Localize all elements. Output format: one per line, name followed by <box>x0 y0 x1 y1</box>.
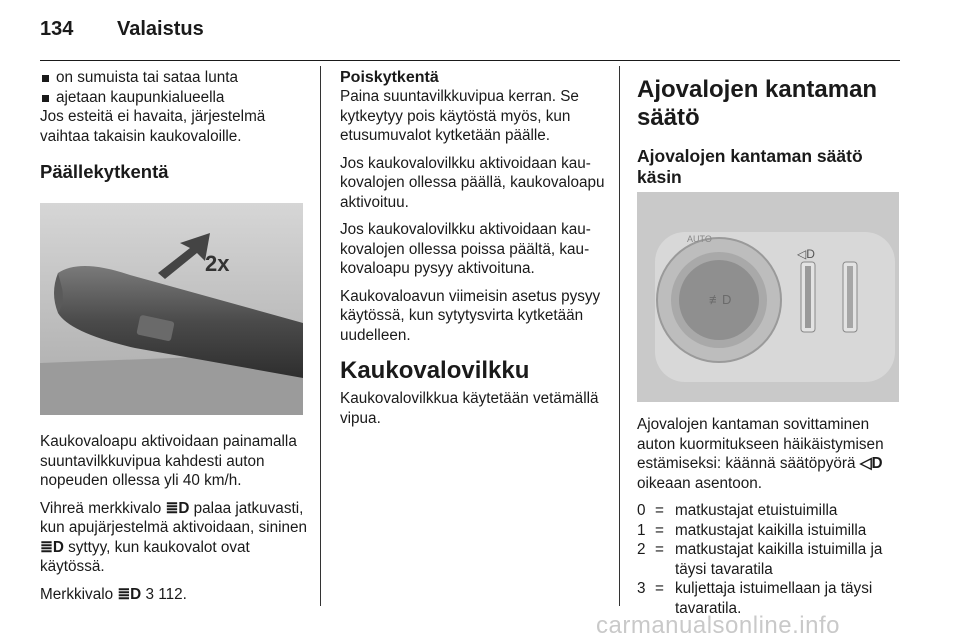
highbeam-indicator-icon: ≣D <box>117 585 142 603</box>
setting-list <box>637 501 899 618</box>
header-rule <box>40 60 900 61</box>
highbeam-indicator-icon: ≣D <box>165 499 190 517</box>
section-heading: Poiskytkentä <box>340 69 439 86</box>
watermark: carmanualsonline.info <box>596 612 840 639</box>
section-heading: Ajovalojen kantaman säätö <box>637 76 878 131</box>
list-item: 0 = matkustajat etuistuimilla <box>637 502 838 519</box>
highbeam-indicator-icon: ≣D <box>40 538 64 556</box>
subsection-heading: Ajovalojen kantaman säätö käsin <box>637 146 863 187</box>
list-item: 3 = kuljettaja istuimellaan ja täysi tavaratila. <box>637 580 873 617</box>
headlight-range-wheel-icon: ◁D <box>859 455 883 472</box>
svg-text:◁D: ◁D <box>797 247 815 261</box>
auto-label: AUTO <box>687 234 712 244</box>
stalk-lever-photo <box>40 203 303 415</box>
page-number: 134 <box>40 18 74 40</box>
light-switch-photo <box>637 192 899 402</box>
paragraph: Paina suuntavilkkuvipua kerran. Se kytkeytyy pois käytöstä myös, kun etusumuvalot kytketään päälle. <box>340 88 579 144</box>
paragraph: Jos kaukovalovilkku aktivoidaan kaukovalojen ollessa päällä, kaukovaloapu aktivoituu. <box>340 154 605 211</box>
column-divider-1 <box>320 66 321 606</box>
bullet-item: ajetaan kaupunkialueella <box>40 88 308 108</box>
stalk-lever-illustration <box>40 203 303 415</box>
column-3 <box>637 76 899 200</box>
column-1-lower <box>40 432 308 612</box>
paragraph: Kaukovaloavun viimeisin asetus pysyy käytössä, kun sytytysvirta kytketään uudelleen. <box>340 287 601 344</box>
page-reference-link[interactable]: 3 112. <box>145 585 187 603</box>
paragraph: Kaukovaloapu aktivoidaan painamalla suuntavilkkuvipua kahdesti auton nopeuden ollessa yli 40 km/h. <box>40 433 297 489</box>
column-2 <box>340 68 606 436</box>
list-item: 2 = matkustajat kaikilla istuimilla ja täysi tavaratila <box>637 541 883 578</box>
paragraph: Vihreä merkkivalo ≣D palaa jatkuvasti, kun apujärjestelmä aktivoidaan, sininen ≣D syttyy, kun kaukovalot ovat käytössä. <box>40 499 308 575</box>
page-title: Valaistus <box>117 18 204 40</box>
paragraph: Merkkivalo ≣D 3 112. <box>40 585 187 603</box>
paragraph: Jos kaukovalovilkku aktivoidaan kaukovalojen ollessa poissa päältä, kaukovaloapu pysyy aktivoituna. <box>340 221 591 277</box>
column-divider-2 <box>619 66 620 606</box>
column-1 <box>40 68 308 200</box>
list-item: 1 = matkustajat kaikilla istuimilla <box>637 521 867 539</box>
paragraph: Kaukovalovilkkua käytetään vetämällä vipua. <box>340 390 599 427</box>
bullet-item: on sumuista tai sataa lunta <box>40 68 308 88</box>
section-heading: Kaukovalovilkku <box>340 357 530 384</box>
column-3-lower <box>637 415 899 618</box>
paragraph: Ajovalojen kantaman sovittaminen auton kuormitukseen häikäistymisen estämiseksi: käännä säätöpyörä ◁D oikeaan asentoon. <box>637 416 884 492</box>
paragraph: Jos esteitä ei havaita, järjestelmä vaihtaa takaisin kaukovaloille. <box>40 108 266 145</box>
light-switch-illustration <box>637 192 899 402</box>
svg-text:≢D: ≢D <box>709 292 732 307</box>
image-label: 2x <box>205 251 230 276</box>
section-heading: Päällekytkentä <box>40 161 169 182</box>
